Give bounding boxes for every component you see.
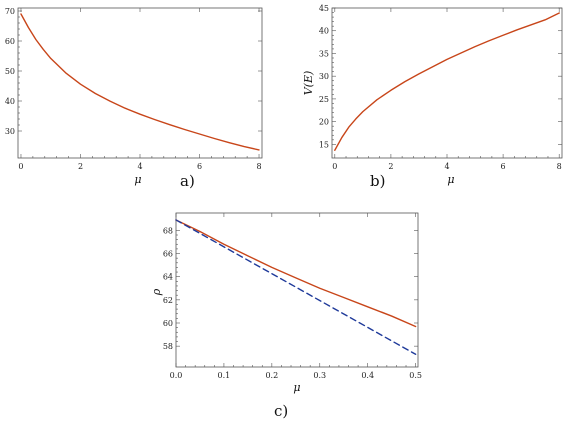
y-tick-label: 60 bbox=[162, 319, 173, 328]
x-axis-label-c: μ bbox=[293, 381, 301, 394]
x-axis-label-a: μ bbox=[134, 173, 142, 186]
plot-frame-c bbox=[176, 213, 418, 367]
x-tick-label: 0.0 bbox=[169, 371, 183, 380]
x-tick-label: 2 bbox=[388, 162, 394, 171]
x-tick-label: 4 bbox=[137, 162, 143, 171]
y-tick-label: 68 bbox=[162, 226, 173, 236]
y-tick-label: 40 bbox=[318, 26, 329, 36]
x-tick-label: 8 bbox=[256, 162, 262, 171]
y-tick-label: 25 bbox=[318, 94, 329, 104]
chart-panel-a bbox=[5, 7, 262, 186]
series-line-c-0 bbox=[176, 220, 416, 327]
x-tick-label: 0.2 bbox=[265, 371, 279, 380]
y-tick-label: 58 bbox=[162, 342, 173, 352]
plot-frame-a bbox=[18, 8, 262, 158]
panel-label-b: b) bbox=[370, 172, 386, 190]
x-tick-label: 2 bbox=[77, 162, 84, 171]
x-tick-label: 6 bbox=[500, 162, 506, 171]
x-tick-label: 0.1 bbox=[217, 371, 231, 380]
y-tick-label: 70 bbox=[4, 7, 15, 16]
panel-label-a: a) bbox=[180, 172, 195, 190]
x-tick-label: 4 bbox=[444, 162, 450, 171]
y-axis-label-c: ρ bbox=[150, 288, 163, 296]
x-axis-label-b: μ bbox=[447, 173, 455, 186]
series-line-c-1 bbox=[176, 220, 416, 354]
y-tick-label: 20 bbox=[318, 117, 329, 127]
x-tick-label: 6 bbox=[196, 162, 203, 171]
chart-panel-b bbox=[302, 4, 562, 186]
y-tick-label: 60 bbox=[4, 37, 15, 46]
y-tick-label: 15 bbox=[318, 140, 329, 150]
y-tick-label: 30 bbox=[4, 127, 15, 136]
plot-frame-b bbox=[332, 8, 562, 158]
y-axis-label-b: V(E) bbox=[302, 70, 315, 96]
x-tick-label: 0 bbox=[18, 162, 24, 171]
y-tick-label: 66 bbox=[162, 249, 173, 259]
x-tick-label: 8 bbox=[556, 162, 562, 171]
y-tick-label: 50 bbox=[4, 67, 15, 76]
x-tick-label: 0 bbox=[332, 162, 338, 171]
y-tick-label: 64 bbox=[162, 272, 173, 282]
panel-label-c: c) bbox=[274, 402, 289, 420]
chart-panel-c bbox=[150, 213, 422, 394]
y-tick-label: 45 bbox=[318, 4, 329, 13]
x-tick-label: 0.4 bbox=[361, 371, 375, 380]
series-line-b-0 bbox=[335, 13, 559, 150]
x-tick-label: 0.5 bbox=[409, 371, 422, 380]
y-tick-label: 35 bbox=[318, 49, 329, 59]
y-tick-label: 62 bbox=[162, 295, 173, 305]
y-tick-label: 40 bbox=[4, 97, 15, 106]
x-tick-label: 0.3 bbox=[313, 371, 327, 380]
series-line-a-0 bbox=[21, 14, 259, 150]
y-tick-label: 30 bbox=[318, 72, 329, 82]
